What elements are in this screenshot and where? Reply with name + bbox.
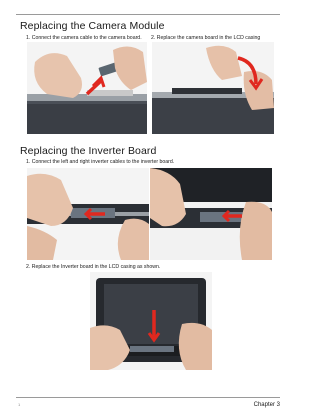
camera-step-2-text: 2. Replace the camera board in the LCD casing [151, 35, 261, 41]
inverter-step-1-photo-left [27, 168, 149, 260]
header-rule [16, 14, 280, 15]
page-number: 1 [18, 402, 21, 407]
inverter-step-2-text: 2. Replace the Inverter board in the LCD casing as shown. [26, 264, 161, 270]
inverter-step-1-text: 1. Connect the left and right inverter cables to the inverter board. [26, 159, 175, 165]
section-title-camera: Replacing the Camera Module [20, 20, 165, 32]
inverter-step-2-photo [90, 272, 212, 370]
camera-step-1-text: 1. Connect the camera cable to the camera board. [26, 35, 142, 41]
camera-step-1-photo [27, 42, 147, 134]
camera-step-2-photo [152, 42, 274, 134]
footer-rule [16, 397, 280, 398]
section-title-inverter: Replacing the Inverter Board [20, 145, 157, 157]
chapter-label: Chapter 3 [253, 402, 280, 408]
inverter-step-1-photo-right [150, 168, 272, 260]
